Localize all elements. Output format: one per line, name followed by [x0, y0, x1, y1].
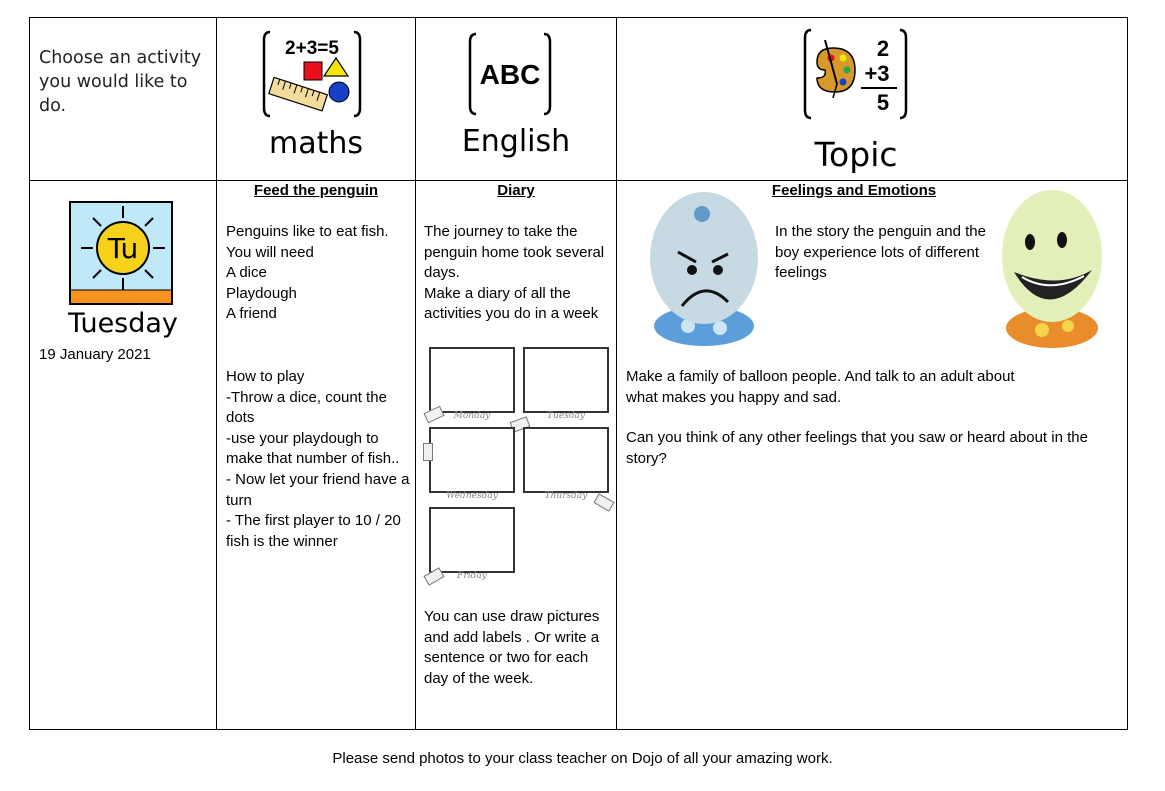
how-line: -Throw a dice, count the dots: [226, 388, 387, 427]
english-line: Make a diary of all the activities you do in a week: [424, 284, 599, 323]
sad-balloon-icon: [648, 190, 760, 350]
how-line: - Now let your friend have a turn: [226, 470, 410, 509]
maths-how-to-play: [226, 367, 412, 552]
diary-day-label: Monday: [453, 411, 491, 421]
tuesday-sun-icon: [68, 200, 174, 306]
topic-sum-result: 5: [876, 90, 890, 115]
how-line: How to play: [226, 368, 305, 385]
maths-line: Penguins like to eat fish.: [226, 223, 389, 240]
diary-frame: [429, 507, 515, 573]
topic-symbol-icon: [803, 26, 908, 122]
diary-day-label: Friday: [457, 571, 487, 581]
topic-paragraph-2: Can you think of any other feelings that you saw or heard about in the story?: [626, 429, 1088, 467]
footer-note: Please send photos to your class teacher on Dojo of all your amazing work.: [332, 750, 833, 767]
day-abbrev: Tu: [107, 232, 139, 265]
row-divider: [30, 180, 1127, 181]
maths-line: A dice: [226, 264, 267, 282]
maths-label: maths: [268, 126, 363, 161]
topic-label: Topic: [814, 135, 898, 174]
maths-activity-title: Feed the penguin: [253, 182, 379, 199]
how-line: -use your playdough to make that number of fish..: [226, 429, 400, 468]
day-name: Tuesday: [68, 308, 178, 339]
happy-balloon-icon: [996, 186, 1102, 350]
how-line: - The first player to 10 / 20 fish is the winner: [226, 512, 401, 550]
column-divider: [216, 18, 217, 729]
activity-grid: [29, 17, 1128, 730]
topic-sum-top: 2: [876, 36, 890, 61]
diary-template-image: [427, 345, 611, 589]
maths-line: You will need: [226, 243, 314, 261]
english-symbol-label: ABC: [479, 59, 541, 90]
english-symbol-icon: [468, 32, 552, 116]
tape: [423, 443, 433, 461]
day-date: 19 January 2021: [39, 346, 151, 363]
diary-frame: [523, 347, 609, 413]
diary-frame: [523, 427, 609, 493]
tape: [593, 493, 614, 512]
english-instructions: [424, 222, 614, 325]
maths-line: A friend: [226, 305, 277, 323]
english-activity-title: Diary: [497, 182, 535, 199]
intro-text: Choose an activity you would like to do.: [39, 48, 202, 116]
diary-frame: [429, 427, 515, 493]
maths-line: Playdough: [226, 284, 297, 302]
english-label: English: [461, 124, 571, 159]
diary-day-label: Tuesday: [547, 411, 585, 421]
maths-symbol-label: 2+3=5: [285, 38, 339, 59]
maths-instructions: [226, 222, 412, 325]
english-line: The journey to take the penguin home took several days.: [424, 223, 605, 282]
diary-frame: [429, 347, 515, 413]
topic-paragraph-1: Make a family of balloon people. And talk to an adult about what makes you happy and sad.: [626, 368, 1015, 406]
topic-activity-title: Feelings and Emotions: [771, 182, 937, 199]
english-bottom-text: You can use draw pictures and add labels . Or write a sentence or two for each day of the week.: [424, 608, 600, 687]
diary-day-label: Wednesday: [446, 491, 498, 501]
topic-sum-middle: +3: [864, 61, 890, 86]
maths-symbol-icon: [262, 28, 362, 120]
topic-intro: In the story the penguin and the boy experience lots of different feelings: [775, 223, 986, 282]
diary-day-label: Thursday: [544, 491, 588, 501]
column-divider: [616, 18, 617, 729]
